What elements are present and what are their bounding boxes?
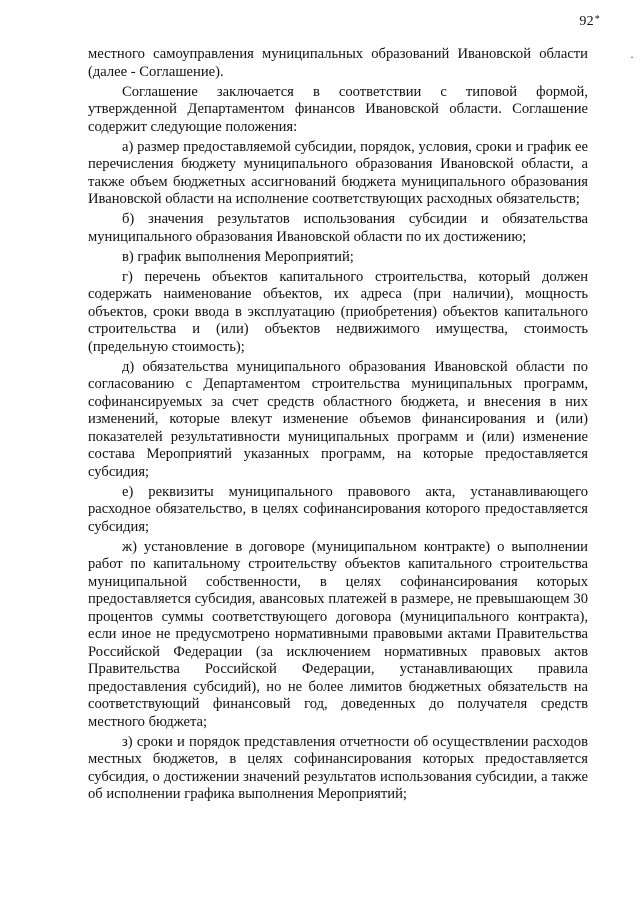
page-number	[579, 14, 600, 30]
paragraph-item-zh: ж) установление в договоре (муниципальном контракте) о выполнении работ по капитальному строительству объектов капитального строительства муниципальной собственности, в целях софинансирования которых предоставляется субсидия, авансовых платежей в размере, не превышающем 30 процентов суммы соответствующего договора (муниципального контракта), если иное не предусмотрено нормативными правовыми актами Правительства Российской Федерации (за исключением нормативных правовых актов Правительства Российской Федерации, устанавливающих правила предоставления субсидий), но не более лимитов бюджетных обязательств на соответствующий финансовый год, доведенных до получателя средств местного бюджета;	[88, 538, 588, 730]
page-number-mark: *	[594, 14, 600, 25]
document-body	[88, 46, 588, 806]
paragraph-item-b: б) значения результатов использования субсидии и обязательства муниципального образования Ивановской области по их достижению;	[88, 211, 588, 245]
paragraph-item-g: г) перечень объектов капитального строительства, который должен содержать наименование объектов, их адреса (при наличии), мощность объектов, сроки ввода в эксплуатацию (приобретения) объектов капитального строительства и (или) объектов недвижимого имущества, стоимость (предельную стоимость);	[88, 268, 588, 355]
paragraph-item-z: з) сроки и порядок представления отчетности об осуществлении расходов местных бюджетов, в целях софинансирования которых предоставляется субсидия, о достижении значений результатов использования субсидии, а также об исполнении графика выполнения Мероприятий;	[88, 733, 588, 802]
scan-edge-mark: ·	[630, 50, 634, 64]
paragraph-item-e: е) реквизиты муниципального правового акта, устанавливающего расходное обязательство, в целях софинансирования которого предоставляется субсидия;	[88, 483, 588, 535]
paragraph-item-d: д) обязательства муниципального образования Ивановской области по согласованию с Департаментом строительства муниципальных программ, софинансируемых за счет средств областного бюджета, и внесения в них изменений, которые влекут изменение объемов финансирования и (или) показателей результативности муниципальных программ и (или) изменение состава Мероприятий указанных программ, на которые предоставляется субсидия;	[88, 358, 588, 480]
paragraph-continuation: местного самоуправления муниципальных образований Ивановской области (далее - Соглашение).	[88, 46, 588, 80]
paragraph-item-v: в) график выполнения Мероприятий;	[122, 248, 354, 265]
paragraph-item-a: а) размер предоставляемой субсидии, порядок, условия, сроки и график ее перечисления бюджету муниципального образования Ивановской области, а также объем бюджетных ассигнований бюджета муниципального образования Ивановской области на исполнение соответствующих расходных обязательств;	[88, 138, 588, 207]
paragraph-agreement-intro: Соглашение заключается в соответствии с типовой формой, утвержденной Департаментом финансов Ивановской области. Соглашение содержит следующие положения:	[88, 83, 588, 135]
page-number-value: 92	[579, 14, 594, 29]
